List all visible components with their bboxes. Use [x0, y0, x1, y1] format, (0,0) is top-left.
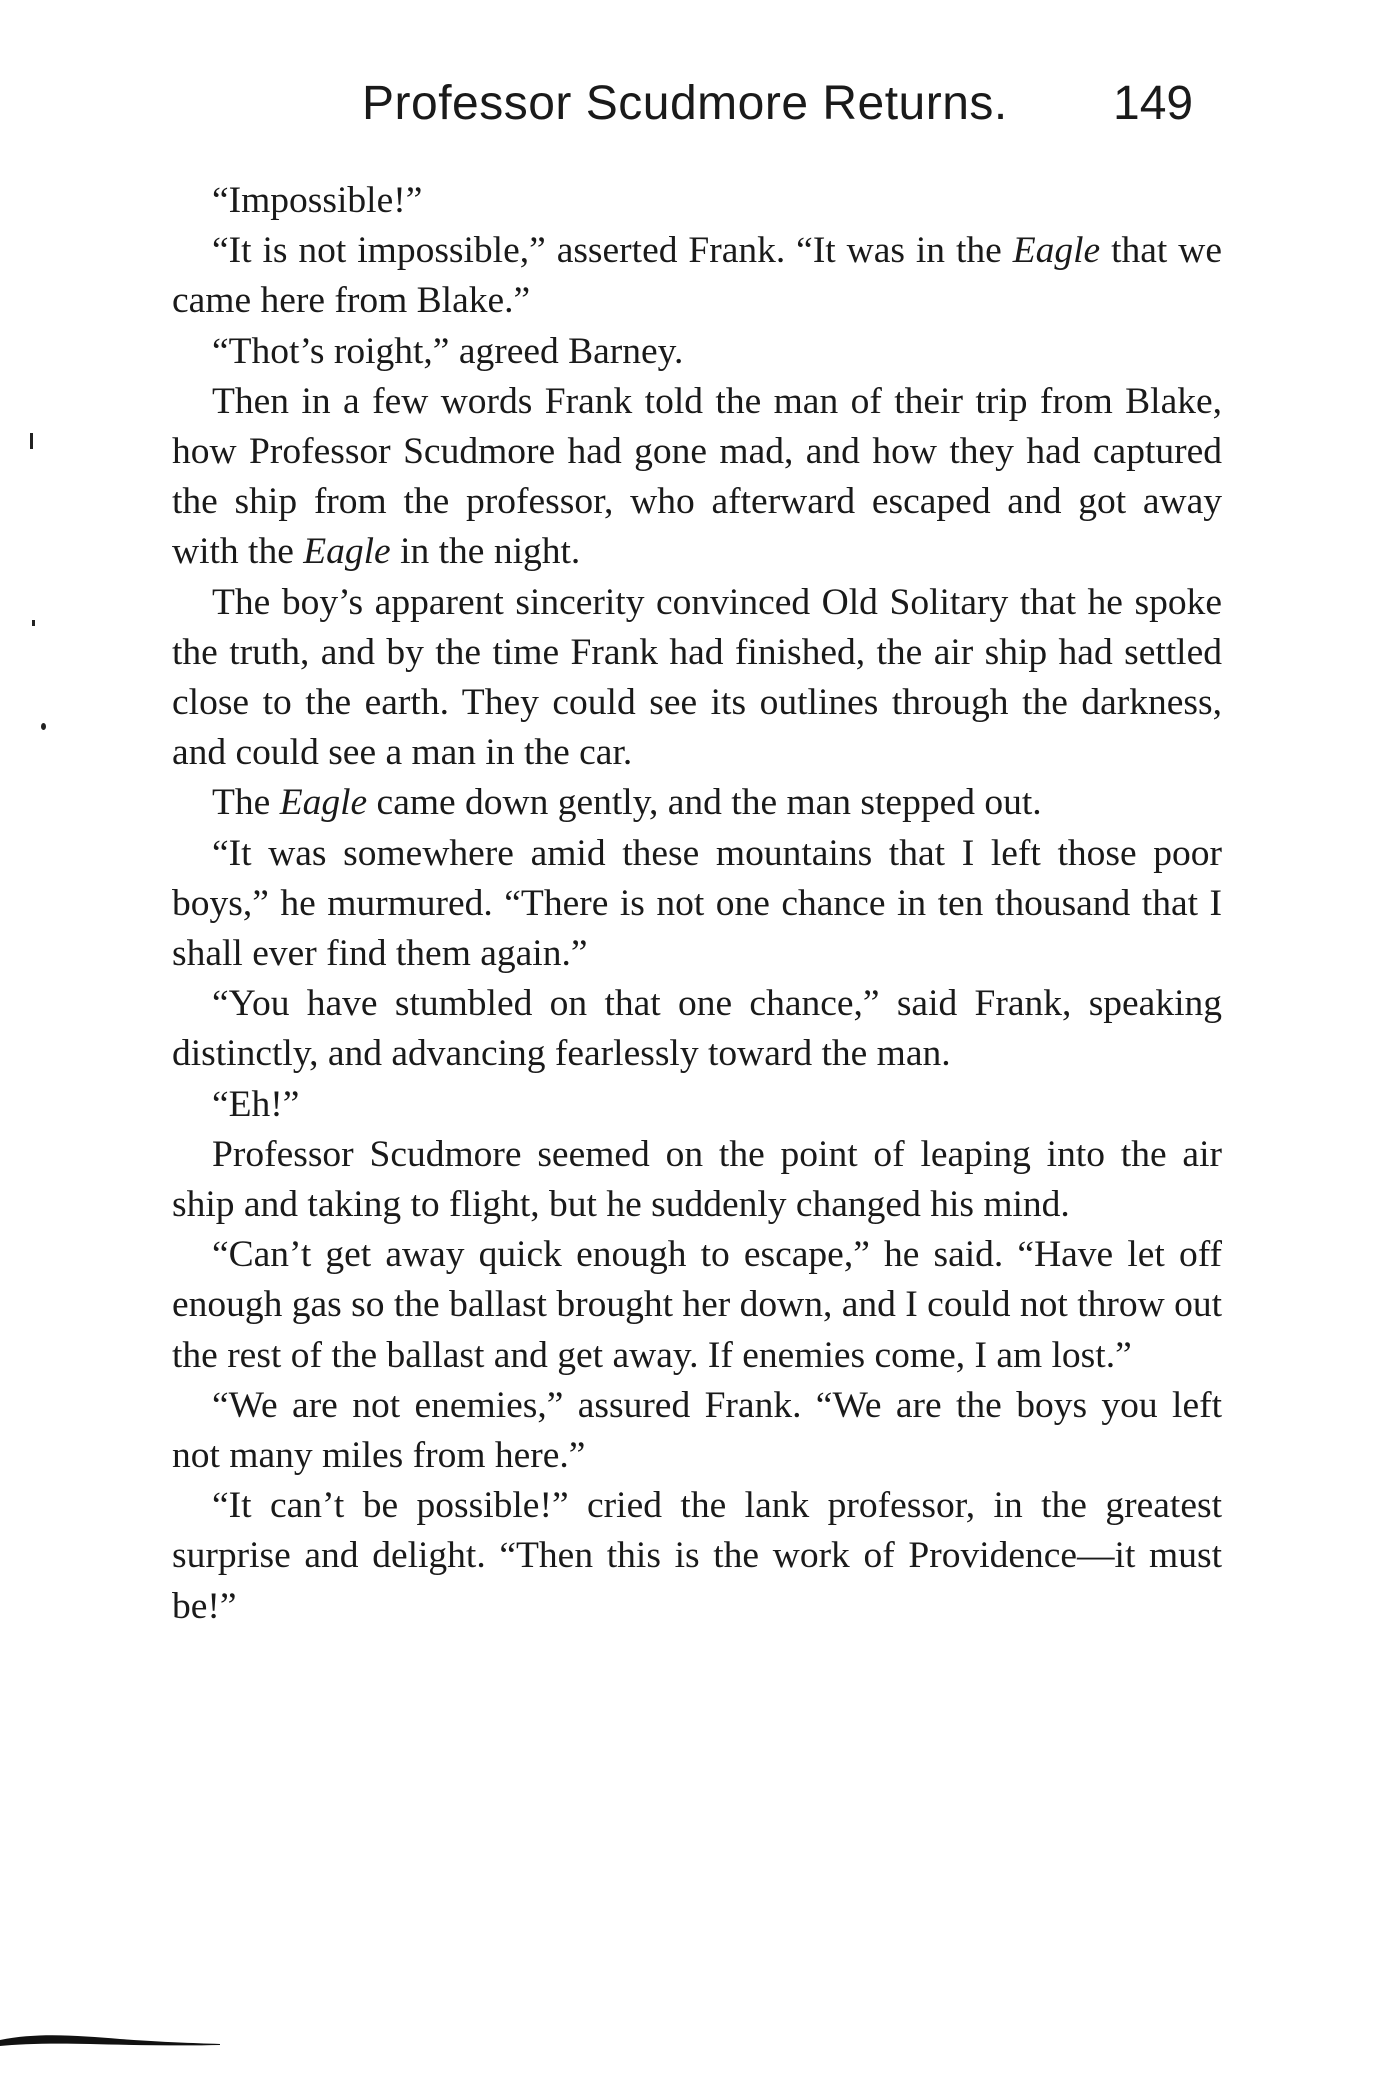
- text-run: The: [212, 782, 280, 824]
- page-number: 149: [1113, 77, 1194, 130]
- scan-speck: [41, 723, 46, 730]
- paragraph: [172, 176, 1222, 226]
- ship-name: Eagle: [279, 782, 368, 824]
- text-run: “Eh!”: [212, 1083, 300, 1125]
- paragraph: [172, 979, 1222, 1079]
- paragraph: [172, 1130, 1222, 1230]
- text-run: “Impossible!”: [212, 180, 423, 221]
- paragraph: [172, 778, 1222, 828]
- text-run: “Can’t get away quick enough to escape,” he said. “Have let off enough gas so the ballast brought her down, and I could not throw out the rest of the ballast and get away. If enemies come, I am lost.”: [172, 1234, 1222, 1376]
- paragraph: [172, 1481, 1222, 1632]
- scan-speck: [32, 620, 35, 626]
- body-text: [172, 176, 1222, 1632]
- text-run: in the night.: [390, 531, 581, 573]
- paragraph: [172, 1381, 1222, 1481]
- paragraph: [172, 1230, 1222, 1381]
- paragraph: [172, 1080, 1222, 1130]
- text-run: “It was somewhere amid these mountains that I left those poor boys,” he murmured. “There is not one chance in ten thousand that I shall ever find them again.”: [172, 832, 1222, 975]
- text-run: “You have stumbled on that one chance,” said Frank, speaking distinctly, and advancing fearlessly toward the man.: [172, 983, 1222, 1075]
- text-run: that we came here from Blake.”: [172, 230, 1223, 322]
- paragraph: [172, 226, 1222, 326]
- paragraph: [172, 829, 1222, 980]
- ship-name: Eagle: [303, 531, 391, 573]
- running-title: Professor Scudmore Returns.: [362, 77, 1008, 130]
- page-header: [0, 76, 1395, 146]
- text-run: “We are not enemies,” assured Frank. “We are the boys you left not many miles from here.”: [172, 1384, 1222, 1477]
- text-run: The boy’s apparent sincerity convinced Old Solitary that he spoke the truth, and by the time Frank had finished, the air ship had settled close to the earth. They could see its outlines through the darkness, and could see a man in the car.: [172, 581, 1222, 774]
- text-run: Professor Scudmore seemed on the point of leaping into the air ship and taking to flight, but he suddenly changed his mind.: [172, 1133, 1222, 1226]
- paragraph: [172, 377, 1222, 578]
- text-run: “It is not impossible,” asserted Frank. “It was in the: [212, 230, 1013, 272]
- page-edge-flourish: [0, 2026, 220, 2048]
- text-run: came down gently, and the man stepped out.: [367, 782, 1042, 824]
- scan-speck: [30, 433, 33, 449]
- paragraph: [172, 327, 1222, 377]
- text-run: Then in a few words Frank told the man of their trip from Blake, how Professor Scudmore had gone mad, and how they had captured the ship from the professor, who afterward escaped and got away with the: [172, 380, 1222, 573]
- text-run: “Thot’s roight,” agreed Barney.: [212, 330, 684, 372]
- paragraph: [172, 578, 1222, 779]
- ship-name: Eagle: [1012, 230, 1101, 272]
- text-run: “It can’t be possible!” cried the lank professor, in the greatest surprise and delight. “Then this is the work of Providence—it must be!”: [172, 1485, 1222, 1627]
